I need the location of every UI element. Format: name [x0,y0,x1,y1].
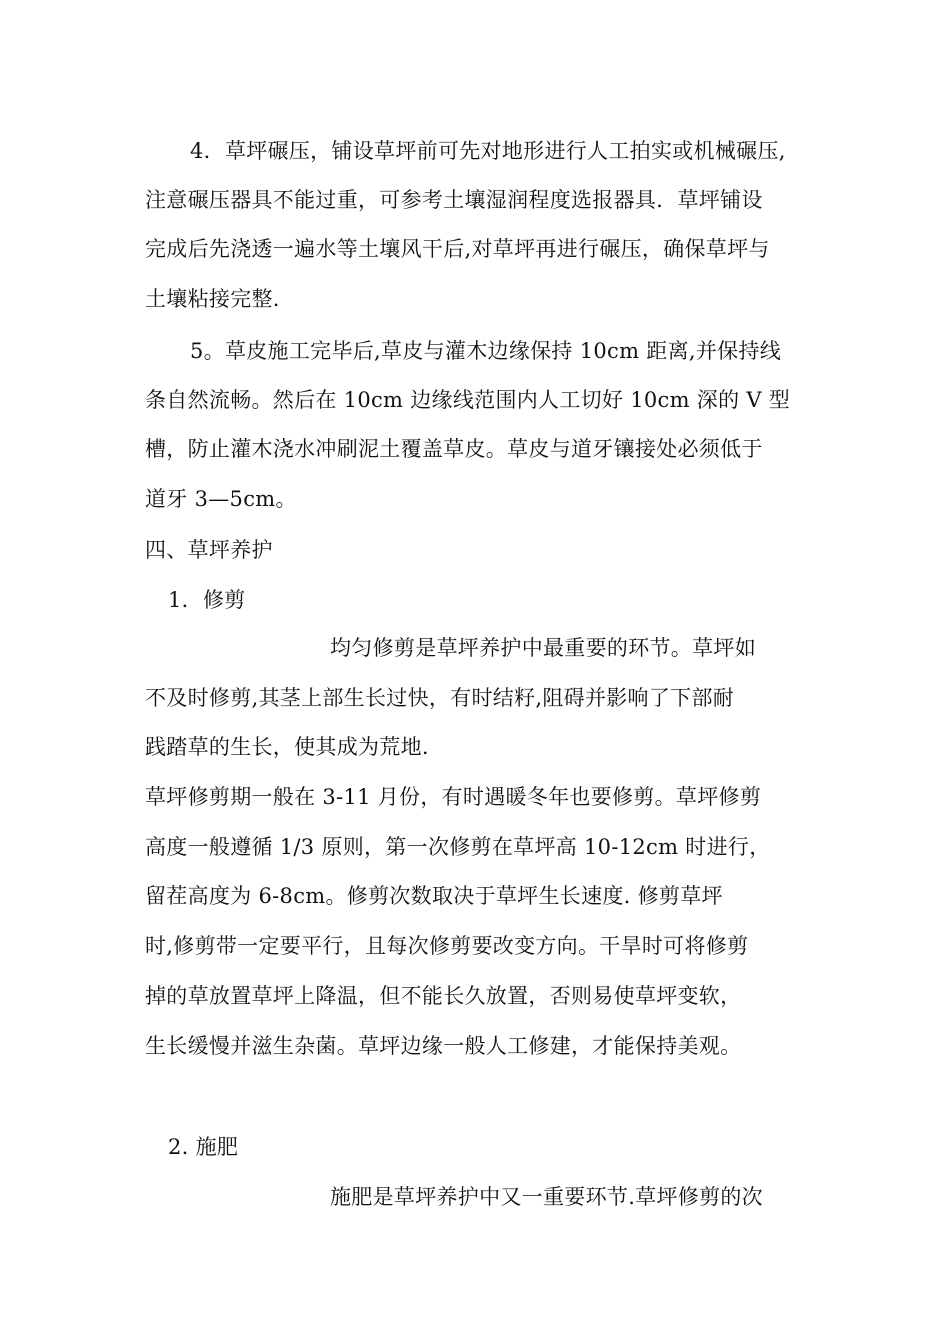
mowing-period-line-6: 生长缓慢并滋生杂菌。草坪边缘一般人工修建，才能保持美观。 [145,1034,742,1058]
mowing-paragraph-line-2: 不及时修剪,其茎上部生长过快，有时结籽,阻碍并影响了下部耐 [145,686,735,710]
mowing-period-line-4: 时,修剪带一定要平行，且每次修剪要改变方向。干旱时可将修剪 [145,934,749,958]
mowing-period-line-1: 草坪修剪期一般在 3-11 月份，有时遇暖冬年也要修剪。草坪修剪 [145,785,762,809]
mowing-paragraph-line-3: 践踏草的生长，使其成为荒地. [145,735,429,759]
mowing-period-line-3: 留茬高度为 6-8cm。修剪次数取决于草坪生长速度. 修剪草坪 [145,884,723,908]
paragraph-4-line-2: 注意碾压器具不能过重，可参考土壤湿润程度选报器具．草坪铺设 [145,188,763,212]
subheading-fertilizing: 2. 施肥 [168,1135,239,1159]
paragraph-5-line-1: 5。草皮施工完毕后,草皮与灌木边缘保持 10cm 距离,并保持线 [190,339,782,363]
paragraph-4-line-3: 完成后先浇透一遍水等土壤风干后,对草坪再进行碾压，确保草坪与 [145,237,770,261]
section-heading-lawn-maintenance: 四、草坪养护 [145,538,273,562]
subheading-mowing: 1．修剪 [168,588,246,612]
paragraph-4-line-1: 4．草坪碾压，铺设草坪前可先对地形进行人工拍实或机械碾压, [190,139,786,163]
fertilizing-paragraph-line-1: 施肥是草坪养护中又一重要环节.草坪修剪的次 [330,1185,763,1209]
paragraph-5-line-3: 槽，防止灌木浇水冲刷泥土覆盖草皮。草皮与道牙镶接处必须低于 [145,437,763,461]
paragraph-5-line-2: 条自然流畅。然后在 10cm 边缘线范围内人工切好 10cm 深的 V 型 [145,388,791,412]
paragraph-5-line-4: 道牙 3—5cm。 [145,487,297,511]
paragraph-4-line-4: 土壤粘接完整. [145,287,280,311]
mowing-period-line-5: 掉的草放置草坪上降温，但不能长久放置，否则易使草坪变软， [145,984,742,1008]
mowing-period-line-2: 高度一般遵循 1/3 原则，第一次修剪在草坪高 10-12cm 时进行， [145,835,771,859]
mowing-paragraph-line-1: 均匀修剪是草坪养护中最重要的环节。草坪如 [330,636,756,660]
